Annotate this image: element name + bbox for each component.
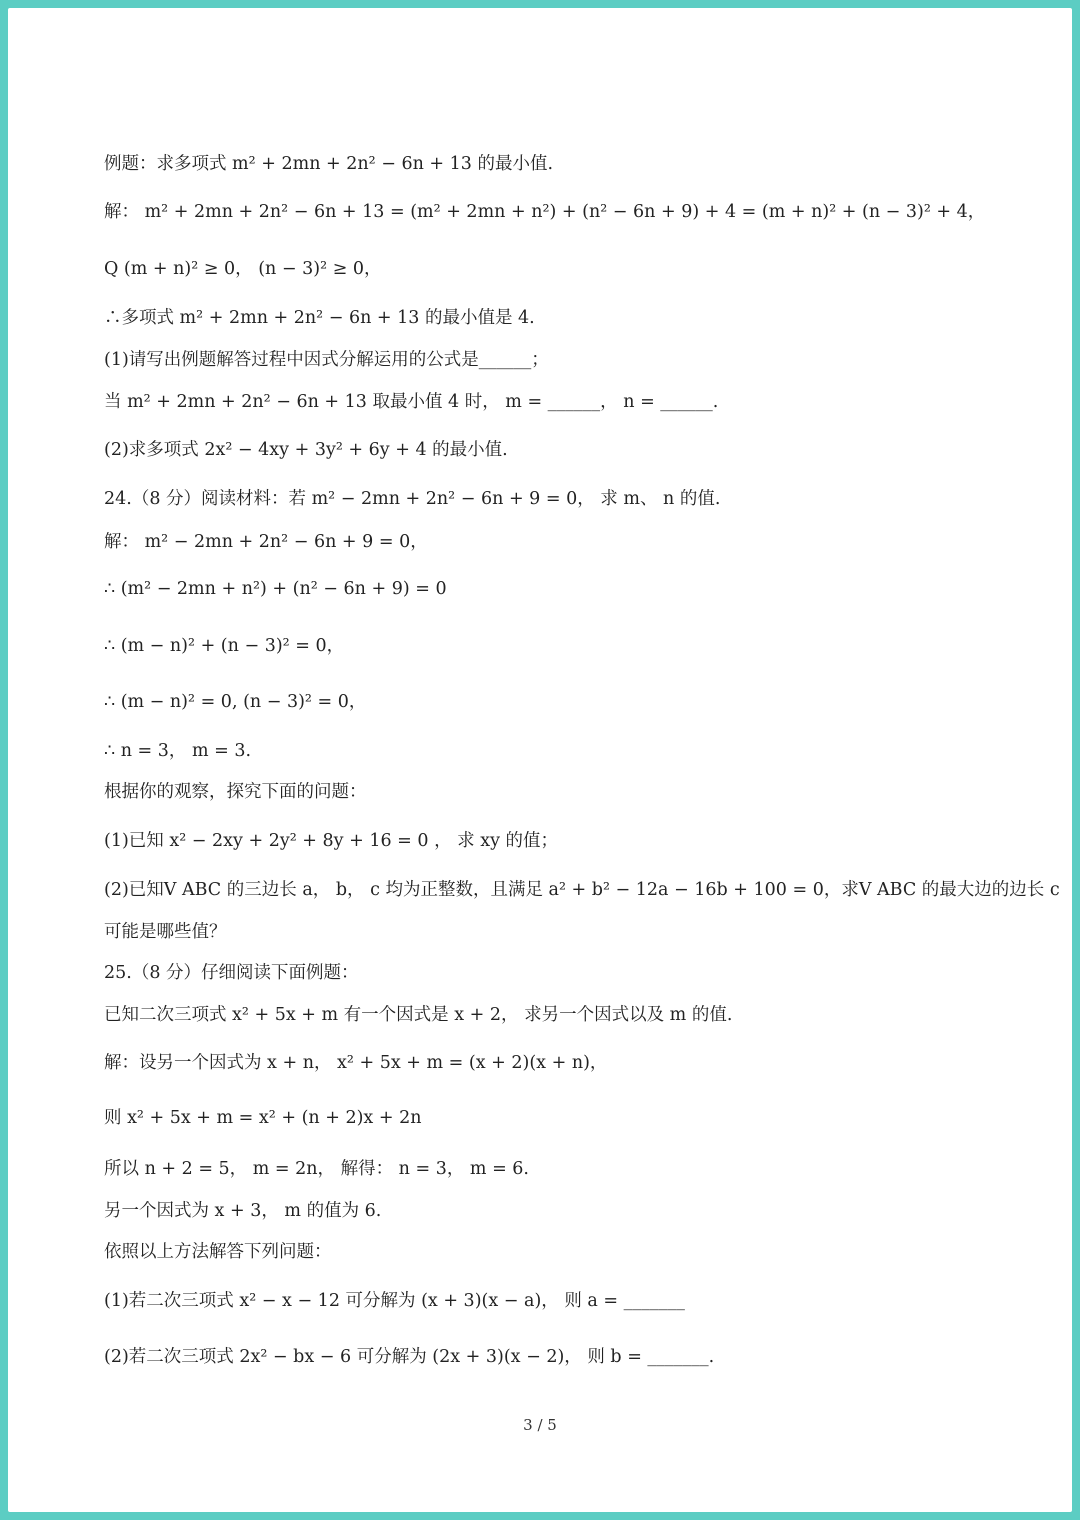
problem-25-result: 另一个因式为 x + 3， m 的值为 6. [104,1201,382,1221]
problem-24-solution: 解： m² − 2mn + 2n² − 6n + 9 = 0， [104,532,428,552]
problem-24-title: 24.（8 分）阅读材料：若 m² − 2mn + 2n² − 6n + 9 = 0， 求 m、 n 的值. [104,489,721,509]
question-1-formula: (1)请写出例题解答过程中因式分解运用的公式是______； [104,350,549,370]
document-page [8,8,1072,1512]
example-title: 例题：求多项式 m² + 2mn + 2n² − 6n + 13 的最小值. [104,154,554,174]
page-number: 3 / 5 [523,1416,557,1434]
explore-question-1: (1)已知 x² − 2xy + 2y² + 8y + 16 = 0 ， 求 xy 的值； [104,831,559,851]
problem-25-title: 25.（8 分）仔细阅读下面例题： [104,963,359,983]
problem-24-step-2: ∴ (m − n)² + (n − 3)² = 0， [104,636,345,656]
explore-question-2-cont: 可能是哪些值？ [104,922,227,942]
problem-25-question-1: (1)若二次三项式 x² − x − 12 可分解为 (x + 3)(x − a)， 则 a = _______ [104,1291,685,1311]
problem-24-step-3: ∴ (m − n)² = 0, (n − 3)² = 0， [104,692,367,712]
question-1-values: 当 m² + 2mn + 2n² − 6n + 13 取最小值 4 时， m = ______， n = ______. [104,392,719,412]
problem-25-instruction: 依照以上方法解答下列问题： [104,1242,332,1262]
question-2: (2)求多项式 2x² − 4xy + 3y² + 6y + 4 的最小值. [104,440,508,460]
problem-25-step-2: 所以 n + 2 = 5， m = 2n， 解得： n = 3， m = 6. [104,1159,529,1179]
problem-25-solution: 解：设另一个因式为 x + n， x² + 5x + m = (x + 2)(x + n)， [104,1053,608,1073]
problem-25-statement: 已知二次三项式 x² + 5x + m 有一个因式是 x + 2， 求另一个因式以及 m 的值. [104,1005,733,1025]
example-solution-line: 解： m² + 2mn + 2n² − 6n + 13 = (m² + 2mn + n²) + (n² − 6n + 9) + 4 = (m + n)² + (n − 3)² + 4， [104,202,986,222]
problem-24-step-1: ∴ (m² − 2mn + n²) + (n² − 6n + 9) = 0 [104,579,447,599]
problem-24-result: ∴ n = 3， m = 3. [104,741,252,761]
example-conclusion: ∴多项式 m² + 2mn + 2n² − 6n + 13 的最小值是 4. [104,308,535,328]
explore-question-2: (2)已知V ABC 的三边长 a， b， c 均为正整数，且满足 a² + b² − 12a − 16b + 100 = 0，求V ABC 的最大边的边长 c [104,880,1060,900]
explore-intro: 根据你的观察，探究下面的问题： [104,782,367,802]
problem-25-step-1: 则 x² + 5x + m = x² + (n + 2)x + 2n [104,1108,422,1128]
problem-25-question-2: (2)若二次三项式 2x² − bx − 6 可分解为 (2x + 3)(x − 2)， 则 b = _______. [104,1347,715,1367]
example-reason-line: Q (m + n)² ≥ 0， (n − 3)² ≥ 0， [104,259,382,279]
